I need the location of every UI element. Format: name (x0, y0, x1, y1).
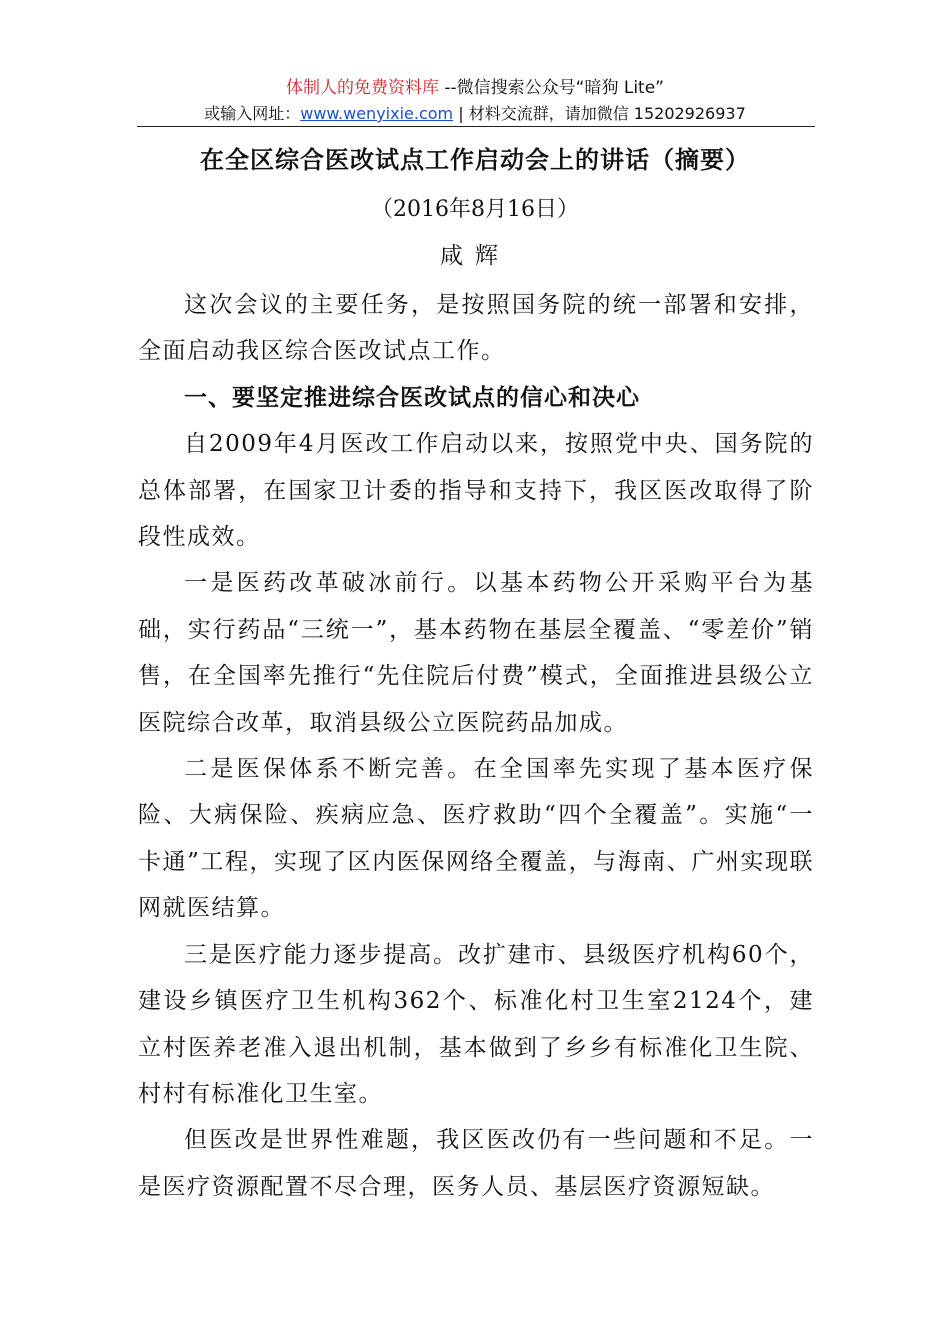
document-title: 在全区综合医改试点工作启动会上的讲话（摘要） (200, 145, 750, 174)
website-link[interactable]: www.wenyixie.com (300, 104, 454, 123)
header-url-prefix: 或输入网址： (204, 104, 301, 123)
paragraph: 自2009年4月医改工作启动以来，按照党中央、国务院的总体部署，在国家卫计委的指导和支持下，我区医改取得了阶段性成效。 (138, 431, 814, 551)
document-date: （2016年8月16日） (371, 197, 579, 222)
section-heading: 一、要坚定推进综合医改试点的信心和决心 (184, 383, 640, 411)
header-line-1 (0, 76, 950, 100)
header-brand: 体制人的免费资料库 (285, 78, 439, 98)
paragraph: 一是医药改革破冰前行。以基本药物公开采购平台为基础，实行药品“三统一”，基本药物在基层全覆盖、“零差价”销售，在全国率先推行“先住院后付费”模式，全面推进县级公立医院综合改革，取消县级公立医院药品加成。 (138, 570, 814, 736)
header-divider (137, 126, 815, 127)
paragraph: 这次会议的主要任务，是按照国务院的统一部署和安排，全面启动我区综合医改试点工作。 (138, 292, 814, 365)
document-author: 咸辉 (440, 243, 510, 269)
header-contact: | 材料交流群，请加微信 15202926937 (453, 104, 746, 123)
paragraph: 三是医疗能力逐步提高。改扩建市、县级医疗机构60个，建设乡镇医疗卫生机构362个、标准化村卫生室2124个，建立村医养老准入退出机制，基本做到了乡乡有标准化卫生院、村村有标准化卫生室。 (138, 941, 814, 1107)
paragraph: 但医改是世界性难题，我区医改仍有一些问题和不足。一是医疗资源配置不尽合理，医务人员、基层医疗资源短缺。 (138, 1127, 814, 1200)
paragraph: 二是医保体系不断完善。在全国率先实现了基本医疗保险、大病保险、疾病应急、医疗救助“四个全覆盖”。实施“一卡通”工程，实现了区内医保网络全覆盖，与海南、广州实现联网就医结算。 (138, 756, 814, 922)
header-line-2 (0, 102, 950, 126)
header-tagline: --微信搜索公众号“暗狗 Lite” (438, 78, 664, 98)
document-body (138, 282, 814, 1210)
